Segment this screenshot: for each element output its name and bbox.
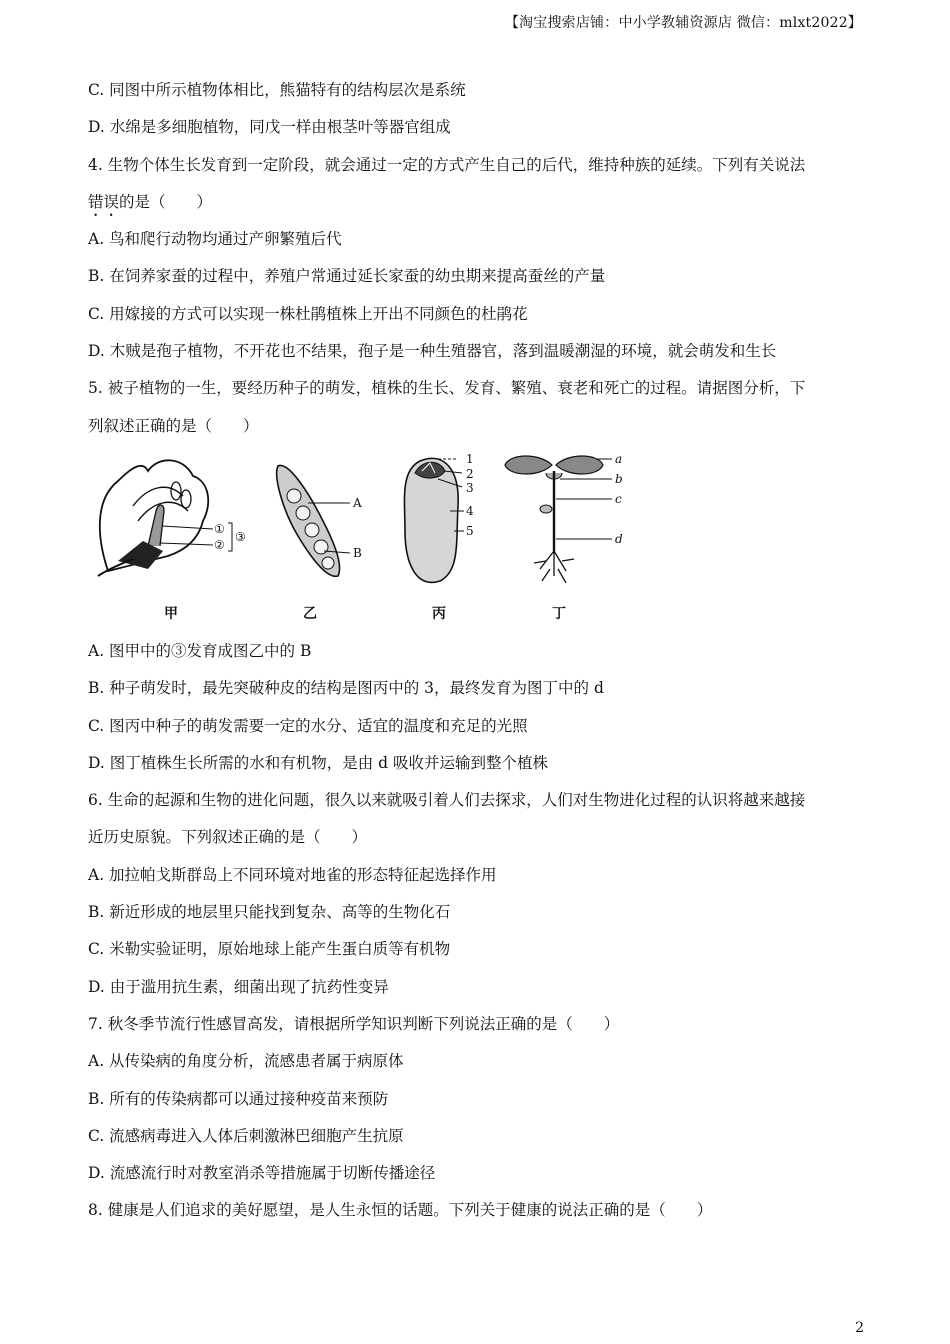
flower-diagram [88,451,258,591]
mark-2: ② [214,537,225,552]
figure-label-jia: 甲 [164,605,178,622]
figure-bing [400,451,500,622]
option-line: C. 同图中所示植物体相比，熊猫特有的结构层次是系统 [88,81,466,99]
q5-option-b: B. 种子萌发时，最先突破种皮的结构是图丙中的 3，最终发育为图丁中的 d [88,679,604,698]
q7-option-c: C. 流感病毒进入人体后刺激淋巴细胞产生抗原 [88,1126,404,1145]
seedling-diagram [500,451,650,591]
q5-option-c: C. 图丙中种子的萌发需要一定的水分、适宜的温度和充足的光照 [88,716,528,735]
q7-stem: 7. 秋冬季节流行性感冒高发，请根据所学知识判断下列说法正确的是（ ） [88,1014,620,1033]
seed-diagram [400,451,500,591]
mark-a: A [353,495,362,510]
q4-stem: 4. 生物个体生长发育到一定阶段，就会通过一定的方式产生自己的后代，维持种族的延续。下列有关说法 [88,155,806,174]
mark-4: 4 [466,503,474,518]
q6-option-c: C. 米勒实验证明，原始地球上能产生蛋白质等有机物 [88,940,451,959]
figure-ding [500,451,650,622]
mark-2: 2 [466,466,474,481]
page-number: 2 [855,1320,864,1336]
q4-option-d: D. 木贼是孢子植物，不开花也不结果，孢子是一种生殖器官，落到温暖潮湿的环境，就会萌发和生长 [88,342,777,361]
emphasis-text: 错误 [88,192,120,211]
option-line: D. 水绵是多细胞植物，同戊一样由根茎叶等器官组成 [88,118,451,137]
q7-option-b: B. 所有的传染病都可以通过接种疫苗来预防 [88,1089,389,1108]
mark-b: b [615,471,623,486]
q4-option-a: A. 鸟和爬行动物均通过产卵繁殖后代 [88,230,342,249]
figure-label-ding: 丁 [552,605,566,622]
q6-stem-cont: 近历史原貌。下列叙述正确的是（ ） [88,828,368,847]
mark-3: 3 [466,480,474,495]
mark-1: ① [214,521,225,536]
q8-stem: 8. 健康是人们追求的美好愿望，是人生永恒的话题。下列关于健康的说法正确的是（ ） [88,1201,713,1220]
page-content [88,72,864,1230]
figure-label-yi: 乙 [303,605,317,622]
q4-stem-end: 的是（ ） [119,192,213,211]
q7-option-a: A. 从传染病的角度分析，流感患者属于病原体 [88,1052,404,1071]
q7-option-d: D. 流感流行时对教室消杀等措施属于切断传播途径 [88,1164,436,1183]
mark-b: B [353,545,362,560]
mark-c: c [615,491,622,506]
q6-stem: 6. 生命的起源和生物的进化问题，很久以来就吸引着人们去探求，人们对生物进化过程的认识将越来越接 [88,791,806,810]
mark-a: a [615,451,623,466]
figure-label-bing: 丙 [432,605,446,622]
q4-option-b: B. 在饲养家蚕的过程中，养殖户常通过延长家蚕的幼虫期来提高蚕丝的产量 [88,267,606,286]
figure-yi [268,451,378,622]
mark-3: ③ [235,529,246,544]
q6-option-d: D. 由于滥用抗生素，细菌出现了抗药性变异 [88,977,389,996]
q6-option-a: A. 加拉帕戈斯群岛上不同环境对地雀的形态特征起选择作用 [88,865,497,884]
q5-stem-cont: 列叙述正确的是（ ） [88,416,259,435]
q4-stem-cont [88,184,864,221]
page-header: 【淘宝搜索店铺：中小学教辅资源店 微信：mlxt2022】 [504,15,862,31]
mark-d: d [615,531,623,546]
q5-figures [88,451,864,629]
mark-5: 5 [466,523,474,538]
q6-option-b: B. 新近形成的地层里只能找到复杂、高等的生物化石 [88,903,451,922]
q4-option-c: C. 用嫁接的方式可以实现一株杜鹃植株上开出不同颜色的杜鹃花 [88,304,528,323]
mark-1: 1 [466,451,474,466]
figure-jia [88,451,258,622]
q5-option-d: D. 图丁植株生长所需的水和有机物，是由 d 吸收并运输到整个植株 [88,753,549,772]
q5-stem: 5. 被子植物的一生，要经历种子的萌发，植株的生长、发育、繁殖、衰老和死亡的过程。请据图分析，下 [88,379,806,398]
pod-diagram [268,451,378,591]
q5-option-a: A. 图甲中的③发育成图乙中的 B [88,641,312,660]
